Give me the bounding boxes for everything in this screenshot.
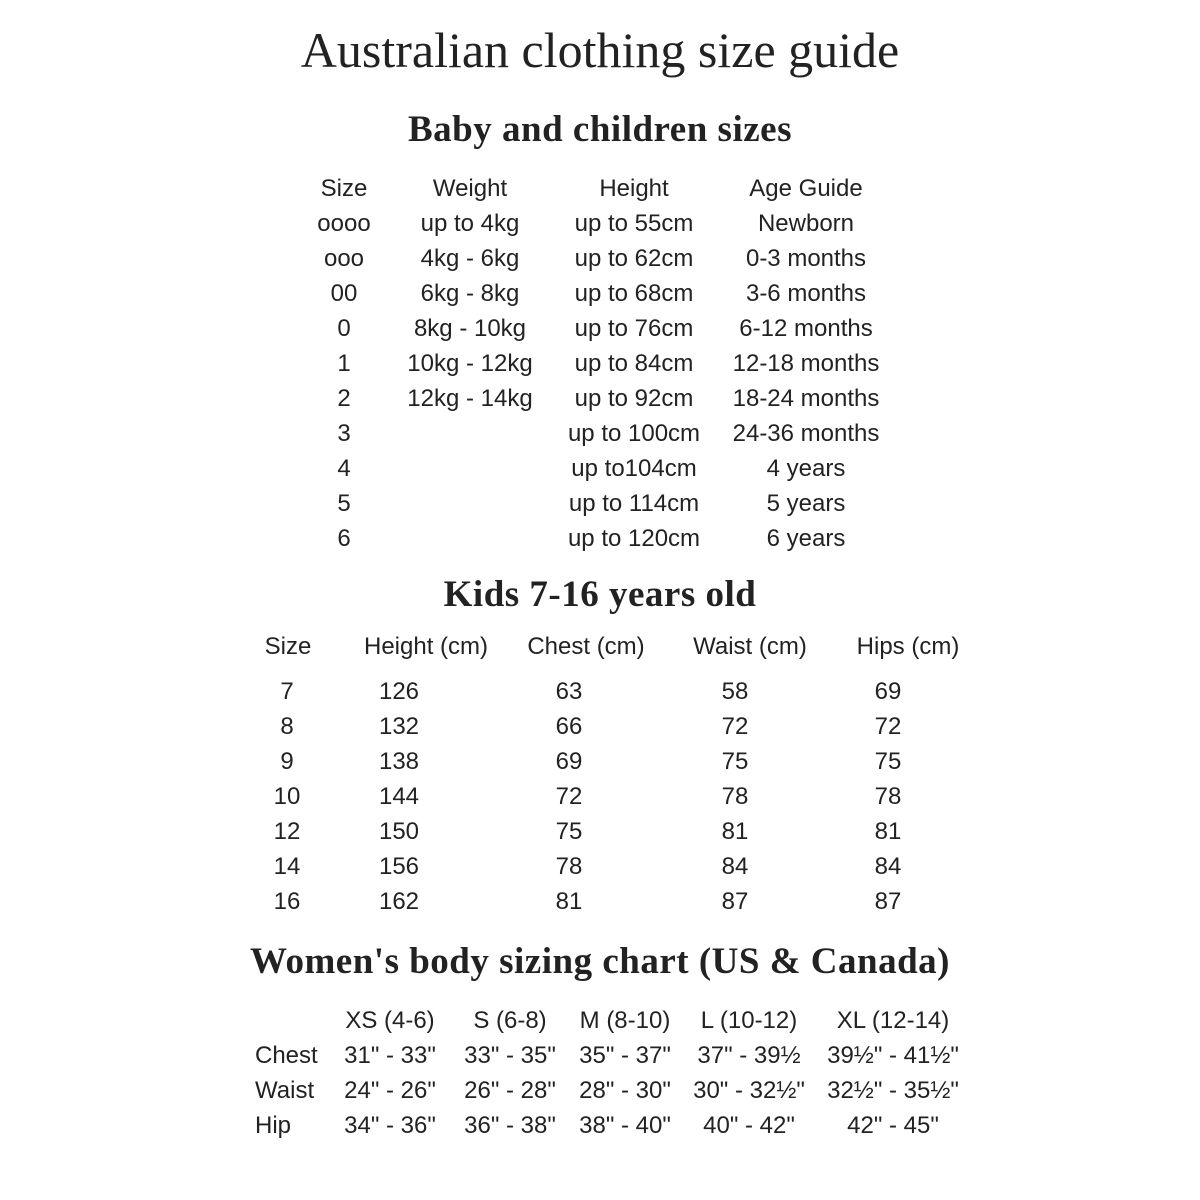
baby-table-cell: 6 (337, 525, 351, 552)
baby-table-cell: up to 4kg (420, 210, 520, 237)
kids-table-cell: 69 (874, 678, 902, 705)
baby-table-cell: up to 100cm (567, 420, 701, 447)
baby-table-cell: up to 62cm (574, 245, 694, 272)
baby-table-cell: up to 114cm (568, 490, 700, 517)
baby-table-cell: up to 68cm (574, 280, 694, 307)
baby-table-cell: 5 years (766, 490, 846, 517)
baby-table-cell: 18-24 months (732, 385, 880, 412)
women-sizes-heading: Women's body sizing chart (US & Canada) (250, 941, 950, 982)
baby-table-cell: 6 years (766, 525, 846, 552)
kids-table-cell: 72 (874, 713, 902, 740)
kids-table-cell: 84 (721, 853, 749, 880)
women-table-cell: 39½" - 41½" (827, 1042, 959, 1069)
page-title: Australian clothing size guide (300, 22, 900, 78)
baby-table-cell: 4 years (766, 455, 846, 482)
baby-table-cell: 5 (337, 490, 351, 517)
baby-table-cell: up to 120cm (567, 525, 701, 552)
baby-column-header: Weight (432, 175, 508, 202)
women-table-cell: 24" - 26" (344, 1077, 436, 1104)
kids-table-cell: 75 (721, 748, 749, 775)
kids-table-cell: 14 (273, 853, 301, 880)
women-table-cell: 37" - 39½ (697, 1042, 801, 1069)
women-row-label: Chest (255, 1042, 318, 1069)
women-column-header: L (10-12) (700, 1007, 798, 1034)
women-table-cell: 33" - 35" (464, 1042, 556, 1069)
kids-table-cell: 87 (874, 888, 902, 915)
women-table-cell: 32½" - 35½" (827, 1077, 959, 1104)
kids-table-cell: 10 (273, 783, 301, 810)
baby-sizes-heading: Baby and children sizes (408, 109, 792, 150)
kids-table-cell: 150 (378, 818, 420, 845)
kids-column-header: Hips (cm) (856, 633, 960, 660)
women-table-cell: 36" - 38" (464, 1112, 556, 1139)
kids-column-header: Height (cm) (363, 633, 489, 660)
women-table-cell: 28" - 30" (579, 1077, 671, 1104)
kids-column-header: Waist (cm) (693, 633, 807, 660)
baby-table-cell: up to 92cm (574, 385, 694, 412)
kids-table-cell: 81 (721, 818, 749, 845)
baby-table-cell: 00 (330, 280, 358, 307)
women-table-cell: 42" - 45" (847, 1112, 939, 1139)
baby-table-cell: 12-18 months (732, 350, 880, 377)
kids-table-cell: 162 (378, 888, 420, 915)
kids-table-cell: 7 (280, 678, 294, 705)
baby-table-cell: 12kg - 14kg (407, 385, 533, 412)
kids-table-cell: 81 (555, 888, 583, 915)
baby-column-header: Height (599, 175, 669, 202)
women-table-cell: 31" - 33" (344, 1042, 436, 1069)
kids-table-cell: 66 (555, 713, 583, 740)
kids-table-cell: 75 (555, 818, 583, 845)
baby-column-header: Size (320, 175, 368, 202)
baby-table-cell: 6-12 months (739, 315, 873, 342)
kids-table-cell: 9 (280, 748, 294, 775)
kids-table-cell: 81 (874, 818, 902, 845)
kids-table-cell: 8 (280, 713, 294, 740)
women-row-label: Waist (255, 1077, 315, 1104)
kids-table-cell: 78 (555, 853, 583, 880)
women-row-label: Hip (255, 1112, 292, 1139)
women-column-header: XS (4-6) (345, 1007, 435, 1034)
baby-table-cell: 8kg - 10kg (413, 315, 527, 342)
kids-table-cell: 78 (721, 783, 749, 810)
baby-table-cell: 10kg - 12kg (407, 350, 533, 377)
kids-table-cell: 126 (378, 678, 420, 705)
women-table-cell: 38" - 40" (579, 1112, 671, 1139)
baby-table-cell: 2 (337, 385, 351, 412)
baby-table-cell: 3-6 months (745, 280, 867, 307)
baby-table-cell: 6kg - 8kg (420, 280, 520, 307)
kids-table-cell: 63 (555, 678, 583, 705)
baby-table-cell: up to 84cm (574, 350, 694, 377)
baby-table-cell: 3 (337, 420, 351, 447)
kids-table-cell: 72 (721, 713, 749, 740)
baby-table-cell: ooo (323, 245, 365, 272)
kids-table-cell: 72 (555, 783, 583, 810)
kids-sizes-heading: Kids 7-16 years old (443, 574, 757, 615)
women-table-cell: 40" - 42" (703, 1112, 795, 1139)
baby-table-cell: 4kg - 6kg (420, 245, 520, 272)
women-table-cell: 34" - 36" (344, 1112, 436, 1139)
women-column-header: XL (12-14) (836, 1007, 950, 1034)
women-table-cell: 30" - 32½" (693, 1077, 805, 1104)
kids-table-cell: 138 (378, 748, 420, 775)
kids-table-cell: 16 (273, 888, 301, 915)
kids-table-cell: 75 (874, 748, 902, 775)
kids-table-cell: 144 (378, 783, 420, 810)
kids-column-header: Chest (cm) (527, 633, 645, 660)
baby-table-cell: 24-36 months (732, 420, 880, 447)
women-column-header: S (6-8) (473, 1007, 547, 1034)
baby-table-cell: 0 (337, 315, 351, 342)
kids-table-cell: 132 (378, 713, 420, 740)
baby-table-cell: 0-3 months (745, 245, 867, 272)
baby-table-cell: oooo (317, 210, 371, 237)
kids-table-cell: 84 (874, 853, 902, 880)
kids-column-header: Size (264, 633, 312, 660)
kids-table-cell: 58 (721, 678, 749, 705)
women-column-header: M (8-10) (579, 1007, 671, 1034)
baby-table-cell: Newborn (757, 210, 855, 237)
women-table-cell: 35" - 37" (579, 1042, 671, 1069)
kids-table-cell: 69 (555, 748, 583, 775)
baby-table-cell: up to 55cm (574, 210, 694, 237)
kids-table-cell: 87 (721, 888, 749, 915)
women-table-cell: 26" - 28" (464, 1077, 556, 1104)
baby-table-cell: up to 76cm (574, 315, 694, 342)
baby-column-header: Age Guide (749, 175, 863, 202)
kids-table-cell: 156 (378, 853, 420, 880)
baby-table-cell: 4 (337, 455, 351, 482)
baby-table-cell: 1 (337, 350, 351, 377)
kids-table-cell: 78 (874, 783, 902, 810)
baby-table-cell: up to104cm (571, 455, 697, 482)
kids-table-cell: 12 (273, 818, 301, 845)
